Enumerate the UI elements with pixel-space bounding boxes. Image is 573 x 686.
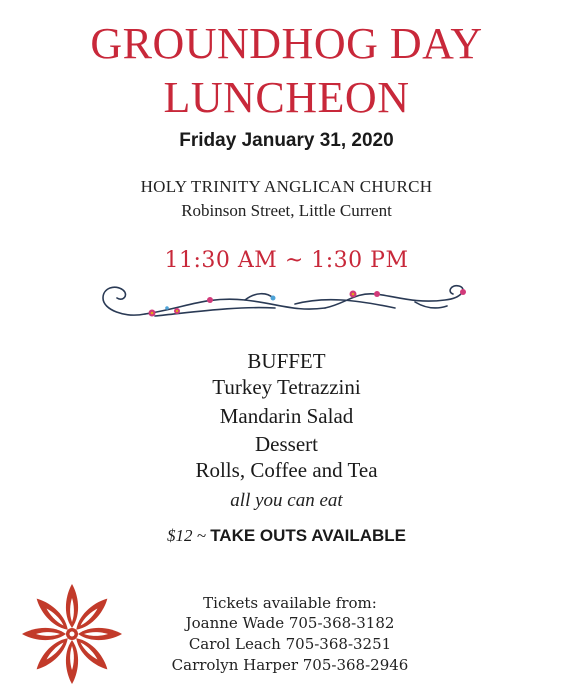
menu-item: Rolls, Coffee and Tea [195,458,378,482]
price-line [0,526,573,546]
ticket-contact: Joanne Wade 705-368-3182 [185,614,395,632]
event-time: 11:30 AM ~ 1:30 PM [164,248,409,273]
venue-address: Robinson Street, Little Current [181,201,392,220]
menu-item: Dessert [255,432,318,456]
poinsettia-flower-icon [20,582,124,686]
title-line-1: GROUNDHOG DAY [90,19,483,68]
ticket-contact: Carrolyn Harper 705-368-2946 [171,656,409,674]
menu-heading: BUFFET [247,349,326,373]
menu-item: Mandarin Salad [219,404,354,428]
ticket-contact: Carol Leach 705-368-3251 [188,635,392,653]
takeout-notice: TAKE OUTS AVAILABLE [210,526,406,545]
decorative-swirl-icon [95,278,475,323]
tickets-heading: Tickets available from: [203,594,377,612]
title-line-2: LUNCHEON [163,73,410,122]
menu-note: all you can eat [230,490,343,511]
price-amount: $12 ~ [166,526,206,545]
venue-name: HOLY TRINITY ANGLICAN CHURCH [140,177,433,196]
event-date: Friday January 31, 2020 [179,130,394,151]
menu-item: Turkey Tetrazzini [212,375,361,399]
